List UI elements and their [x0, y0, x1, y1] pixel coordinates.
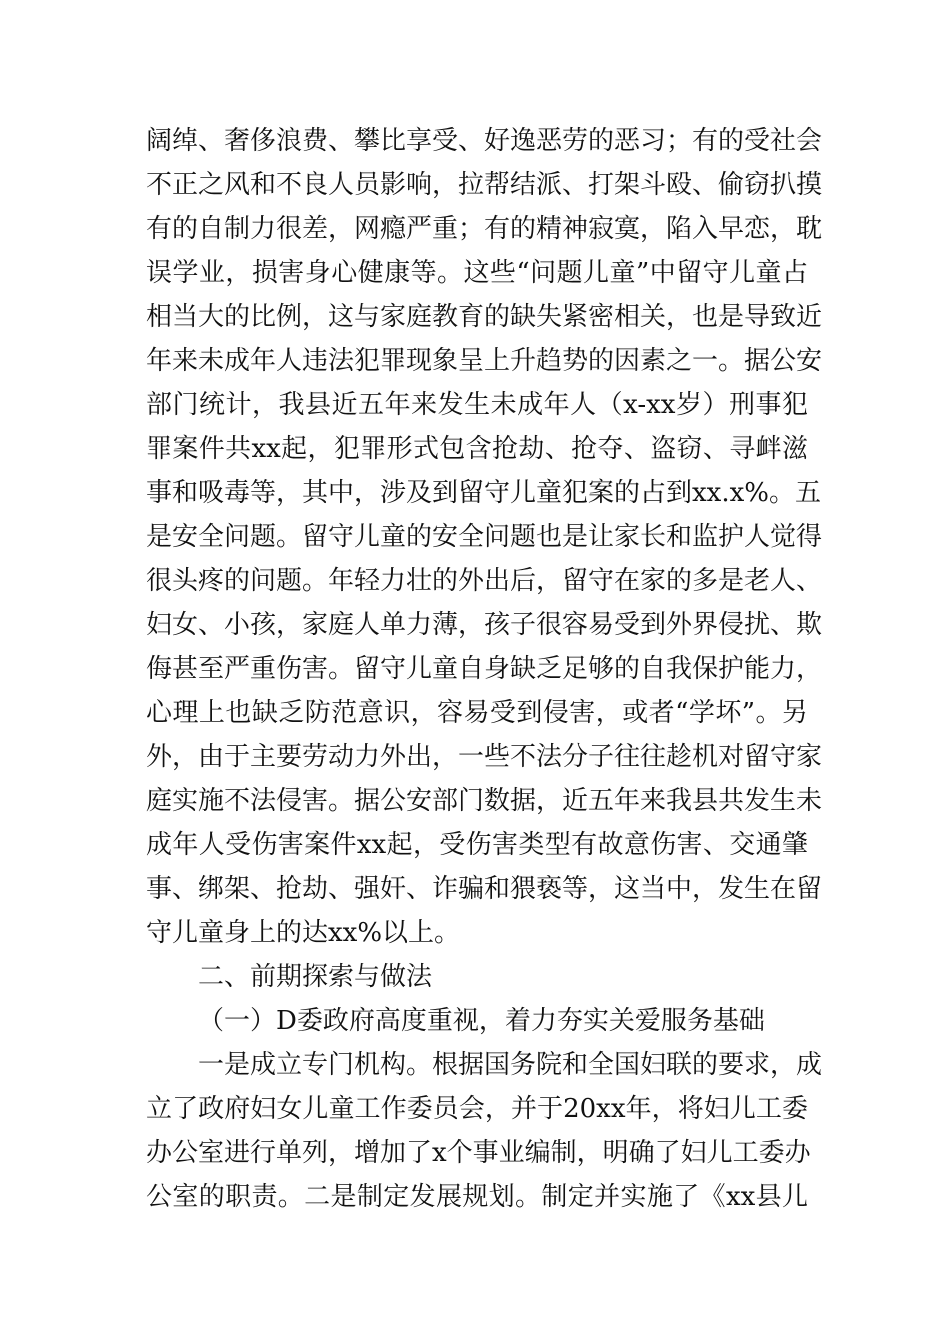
- text-line: 误学业，损害身心健康等。这些“问题儿童”中留守儿童占: [146, 258, 808, 288]
- text-line: 是安全问题。留守儿童的安全问题也是让家长和监护人觉得: [146, 522, 823, 552]
- text-line: 事、绑架、抢劫、强奸、诈骗和猥亵等，这当中，发生在留: [146, 874, 823, 904]
- text-line: 不正之风和不良人员影响，拉帮结派、打架斗殴、偷窃扒摸: [146, 170, 823, 200]
- subsection-heading: （一）D委政府高度重视，着力夯实关爱服务基础: [198, 1006, 765, 1036]
- text-line: 心理上也缺乏防范意识，容易受到侵害，或者“学坏”。另: [146, 698, 808, 728]
- text-line: 妇女、小孩，家庭人单力薄，孩子很容易受到外界侵扰、欺: [146, 610, 823, 640]
- text-line: 外，由于主要劳动力外出，一些不法分子往往趁机对留守家: [146, 742, 823, 772]
- text-line: 罪案件共xx起，犯罪形式包含抢劫、抢夺、盗窃、寻衅滋: [146, 434, 808, 464]
- text-line: 守儿童身上的达xx%以上。: [146, 918, 461, 948]
- text-line: 成年人受伤害案件xx起，受伤害类型有故意伤害、交通肇: [146, 830, 808, 860]
- text-line: 有的自制力很差，网瘾严重；有的精神寂寞，陷入早恋，耽: [146, 214, 823, 244]
- text-line: 部门统计，我县近五年来发生未成年人（x-xx岁）刑事犯: [146, 390, 808, 420]
- text-line: 立了政府妇女儿童工作委员会，并于20xx年，将妇儿工委: [146, 1094, 808, 1124]
- section-heading: 二、前期探索与做法: [198, 962, 433, 992]
- text-line: 事和吸毒等，其中，涉及到留守儿童犯案的占到xx.x%。五: [146, 478, 821, 508]
- text-line: 侮甚至严重伤害。留守儿童自身缺乏足够的自我保护能力，: [146, 654, 823, 684]
- text-line: 相当大的比例，这与家庭教育的缺失紧密相关，也是导致近: [146, 302, 823, 332]
- text-line: 一是成立专门机构。根据国务院和全国妇联的要求，成: [198, 1050, 823, 1080]
- text-line: 年来未成年人违法犯罪现象呈上升趋势的因素之一。据公安: [146, 346, 823, 376]
- text-line: 很头疼的问题。年轻力壮的外出后，留守在家的多是老人、: [146, 566, 823, 596]
- text-line: 办公室进行单列，增加了x个事业编制，明确了妇儿工委办: [146, 1138, 811, 1168]
- text-line: 阔绰、奢侈浪费、攀比享受、好逸恶劳的恶习；有的受社会: [146, 126, 823, 156]
- text-line: 公室的职责。二是制定发展规划。制定并实施了《xx县儿: [146, 1182, 808, 1212]
- text-line: 庭实施不法侵害。据公安部门数据，近五年来我县共发生未: [146, 786, 823, 816]
